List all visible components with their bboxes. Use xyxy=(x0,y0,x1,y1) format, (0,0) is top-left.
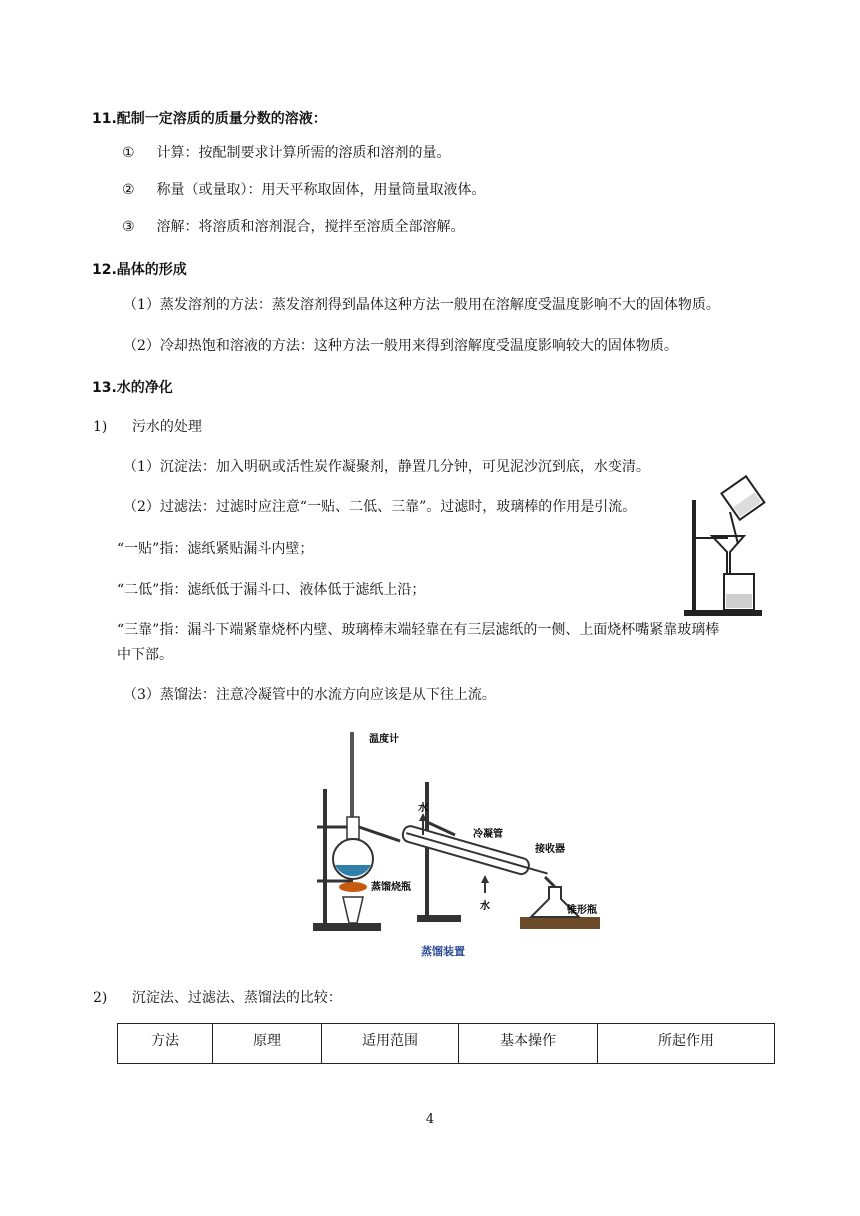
table-header-cell: 所起作用 xyxy=(598,1024,775,1064)
label-distilling-flask: 蒸馏烧瓶 xyxy=(371,882,411,893)
comparison-table xyxy=(117,1023,775,1064)
distillation-apparatus-diagram xyxy=(305,727,625,962)
sub-heading-2-number: 2) xyxy=(93,990,108,1006)
label-water-out: 水 xyxy=(480,901,490,912)
label-receiver: 接收器 xyxy=(535,844,565,855)
diagram-caption: 蒸馏装置 xyxy=(421,945,465,958)
sub-heading-2 xyxy=(93,988,342,1008)
label-condenser: 冷凝管 xyxy=(473,829,503,840)
section-12-title: 12.晶体的形成 xyxy=(92,262,187,278)
method-distillation: （3）蒸馏法：注意冷凝管中的水流方向应该是从下往上流。 xyxy=(123,687,496,703)
page-number: 4 xyxy=(425,1112,435,1127)
table-header-cell: 基本操作 xyxy=(459,1024,598,1064)
label-water-in: 水 xyxy=(418,803,428,814)
table-header-row xyxy=(118,1024,775,1064)
filtration-apparatus-image xyxy=(672,470,772,620)
sankao-text: “三靠”指：漏斗下端紧靠烧杯内壁、玻璃棒末端轻靠在有三层滤纸的一侧、上面烧杯嘴紧靠玻璃棒 xyxy=(117,622,720,638)
method-sedimentation: （1）沉淀法：加入明矾或活性炭作凝聚剂，静置几分钟，可见泥沙沉到底，水变清。 xyxy=(123,459,650,475)
table-header-cell: 原理 xyxy=(213,1024,322,1064)
step-3 xyxy=(122,217,464,237)
method-filtration: （2）过滤法：过滤时应注意“一贴、二低、三靠”。过滤时，玻璃棒的作用是引流。 xyxy=(123,499,637,515)
label-conical-flask: 锥形瓶 xyxy=(567,905,597,916)
step-3-number: ③ xyxy=(122,219,135,235)
erdi-text: “二低”指：滤纸低于漏斗口、液体低于滤纸上沿； xyxy=(117,582,426,598)
sub-heading-1-number: 1) xyxy=(93,419,108,435)
step-2 xyxy=(122,180,485,200)
label-thermometer: 温度计 xyxy=(369,734,399,745)
table-header-cell: 方法 xyxy=(118,1024,213,1064)
section-13-title: 13.水的净化 xyxy=(92,380,173,396)
table-header-cell: 适用范围 xyxy=(322,1024,459,1064)
yitie-text: “一贴”指：滤纸紧贴漏斗内壁； xyxy=(117,541,314,557)
section-11-title: 11.配制一定溶质的质量分数的溶液： xyxy=(92,111,327,127)
sankao-text-cont: 中下部。 xyxy=(117,647,173,663)
sub-heading-2-text: 沉淀法、过滤法、蒸馏法的比较： xyxy=(131,990,342,1006)
step-1 xyxy=(122,143,450,163)
step-1-number: ① xyxy=(122,145,135,161)
crystal-method-1: （1）蒸发溶剂的方法：蒸发溶剂得到晶体这种方法一般用在溶解度受温度影响不大的固体物质。 xyxy=(123,297,720,313)
step-2-number: ② xyxy=(122,182,135,198)
sub-heading-1-text: 污水的处理 xyxy=(131,419,202,435)
crystal-method-2: （2）冷却热饱和溶液的方法：这种方法一般用来得到溶解度受温度影响较大的固体物质。 xyxy=(123,338,678,354)
step-1-text: 计算：按配制要求计算所需的溶质和溶剂的量。 xyxy=(156,145,451,161)
step-3-text: 溶解：将溶质和溶剂混合，搅拌至溶质全部溶解。 xyxy=(156,219,465,235)
step-2-text: 称量（或量取）：用天平称取固体，用量筒量取液体。 xyxy=(156,182,486,198)
sub-heading-1 xyxy=(93,417,202,437)
